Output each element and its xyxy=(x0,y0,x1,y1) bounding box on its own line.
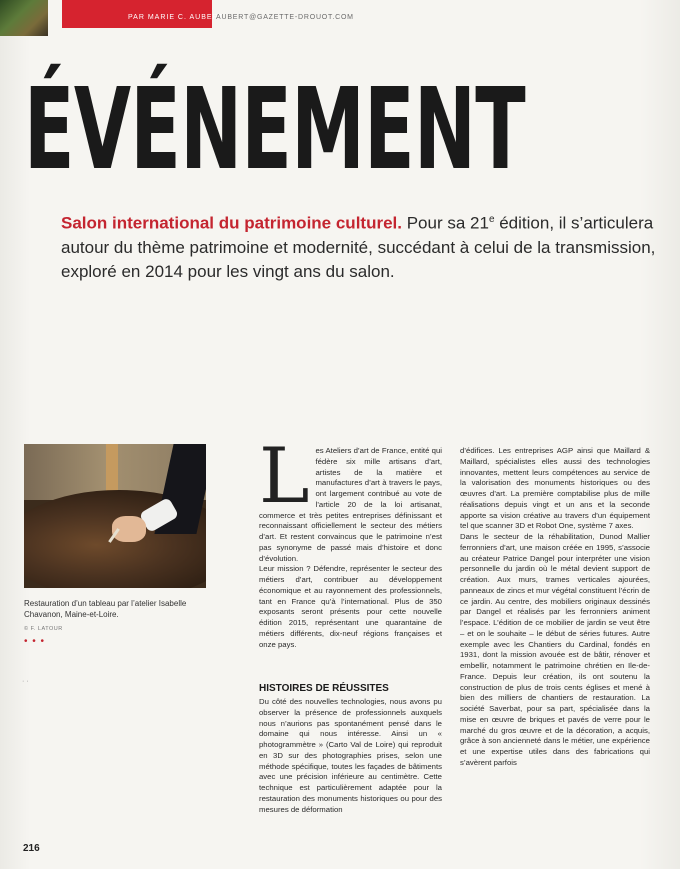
photo-credit: © F. LATOUR xyxy=(24,626,63,632)
lead-text-b: édition, il s’articulera autour du thème patrimoine et modernité, succédant à celui de la transmission, exploré en 2014 pour les vingt ans du salon. xyxy=(61,213,656,281)
author-email: AUBERT@GAZETTE-DROUOT.COM xyxy=(216,14,354,21)
page-number: 216 xyxy=(23,843,40,854)
article-paragraph: d’édifices. Les entreprises AGP ainsi que Maillard & Maillard, spécialistes elles aussi des technologies innovantes, mettent leurs compétences au service de la valorisation des monuments historiques ou des œuvres d’art. La première comptabilise plus de mille réalisations depuis vingt et un ans et la seconde apporte sa vision créative au travers d’un équipement tel que scanner 3D et Robot One, système 7 axes. xyxy=(460,446,650,531)
article-paragraph: Dans le secteur de la réhabilitation, Dunod Mallier ferronniers d’art, une maison créée en 1995, s’associe au créateur Patrice Dangel pour interpréter une vision personnelle du jardin où le métal devient support de création. Aux murs, trames verticales ajourées, panneaux de zincs et mur végétal constituent l’écrin de ce jardin. Au centre, des mobiliers originaux dessinés par Dangel et réalisés par les ferronniers animent l’espace. L’édition de ce mobilier de jardin se veut être – et on le souhaite – le début de séries futures. Autre exemple avec les Chantiers du Cardinal, fondés en 1931, dont la mission avouée est de bâtir, rénover et embellir, notamment le patrimoine chrétien en Ile-de-France. Depuis leur création, ils ont soutenu la construction de plus de trois cents églises et mené à bien des milliers de chantiers de restauration. La société Saverbat, pour sa part, spécialisée dans la mise en œuvre de briques et pavés de verre pour le marché du gros œuvre et de la décoration, a acquis, grâce à son ancienneté dans le métier, une expérience et une expertise utiles dans des fabrications qui s’avèrent parfois xyxy=(460,532,650,767)
decorative-dots: • • • xyxy=(24,636,46,647)
article-column-1 xyxy=(259,431,442,650)
article-column-2 xyxy=(460,446,650,769)
article-paragraph: es Ateliers d’art de France, entité qui fédère six mille artisans d’art, artistes de la matière et manufactures d’art à travers le pays, ont largement contribué au vote de l’article 20 de la loi artisanat, commerce et très petites entreprises définissant et reconnaissant officiellement le secteur des métiers d’art. Et restent convaincus que le patrimoine n’est pas synonyme de passé mais d’histoire et donc d’évolution. xyxy=(259,446,442,563)
lead-superscript: e xyxy=(488,214,495,225)
photo-caption: Restauration d’un tableau par l’atelier Isabelle Chavanon, Maine-et-Loire. xyxy=(24,599,187,619)
print-speck: · · xyxy=(22,678,29,685)
drop-cap: L xyxy=(259,431,310,520)
article-paragraph: Du côté des nouvelles technologies, nous avons pu observer la présence de professionnels auxquels nous n’aurions pas spontanément pensé dans le domaine qui nous intéresse. Ainsi un « photogrammètre » (Carto Val de Loire) qui reproduit en 3D sur des photographies prises, selon une méthode spécifique, toutes les façades de bâtiments avec une précision inférieure au centimètre. Cette technique est particulièrement adaptée pour la restauration des monuments historiques ou pour des mesures de déformation xyxy=(259,697,442,814)
article-subheading: HISTOIRES DE RÉUSSITES xyxy=(259,683,389,694)
article-column-1-bottom xyxy=(259,697,442,815)
lead-text-a: Pour sa 21 xyxy=(401,213,489,233)
byline: PAR MARIE C. AUBERT xyxy=(128,14,224,21)
article-paragraph: Leur mission ? Défendre, représenter le secteur des métiers d’art, contribuer au développement économique et au rayonnement des professionnels, tant en France qu’à l’international. Plus de 350 exposants seront présents pour cette nouvelle édition 2015, représentant une quarantaine de métiers différents, dix-neuf régions françaises et onze pays. xyxy=(259,564,442,649)
restoration-photo xyxy=(24,444,206,588)
section-headline: ÉVÉNEMENT xyxy=(24,65,525,195)
lead-highlight: Salon international du patrimoine culturel. xyxy=(61,213,402,233)
lead-paragraph xyxy=(61,208,661,284)
corner-photo-fragment xyxy=(0,0,48,36)
